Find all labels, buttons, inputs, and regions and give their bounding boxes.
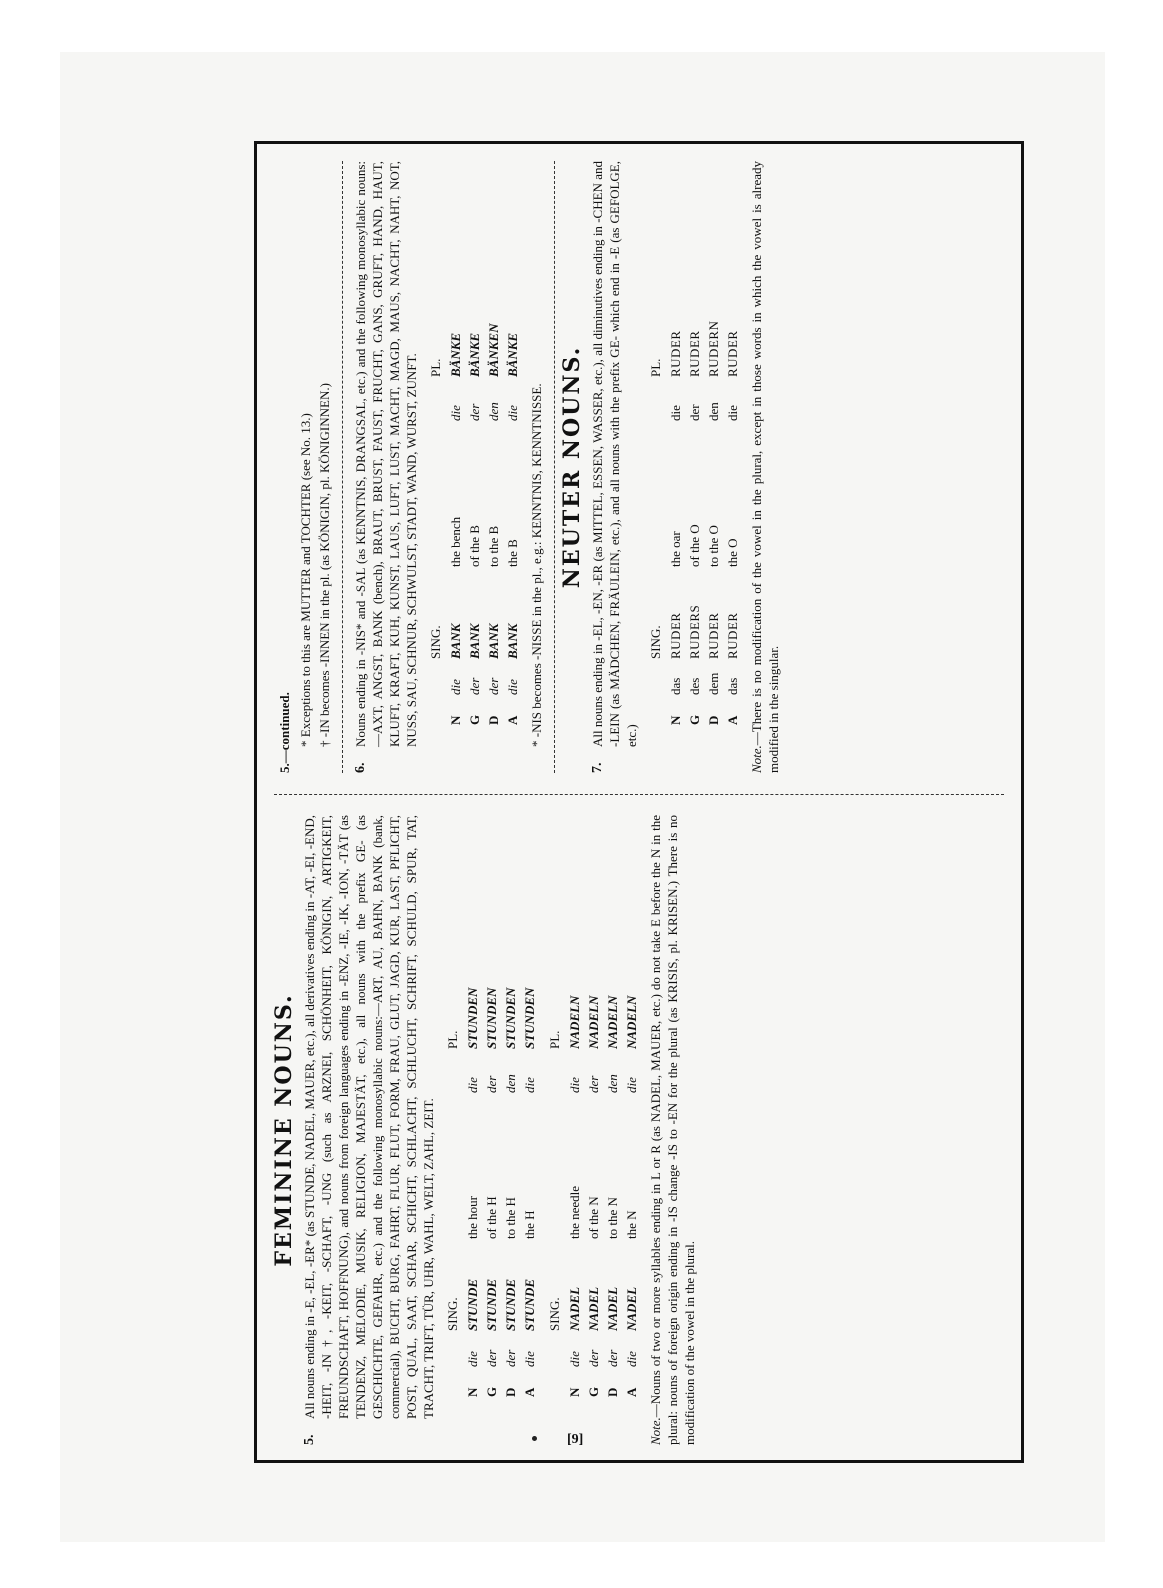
paragraph-7: [589, 161, 640, 773]
pl-header: PL.: [648, 358, 663, 377]
case-label: A: [505, 715, 520, 725]
declension-table-nadel: [545, 990, 641, 1397]
table-row: [463, 982, 482, 1397]
plural-article: die: [505, 405, 520, 421]
plural-article: die: [522, 1077, 537, 1093]
gloss: of the N: [586, 1196, 601, 1239]
plural-noun: STUNDEN: [522, 987, 537, 1049]
plural-article: die: [668, 405, 683, 421]
sing-header: SING.: [428, 625, 443, 659]
table-row: [482, 982, 501, 1397]
sing-header: SING.: [547, 1297, 562, 1331]
noun: NADEL: [567, 1286, 582, 1331]
case-label: D: [503, 1387, 518, 1397]
case-label: D: [605, 1387, 620, 1397]
sing-header: SING.: [648, 625, 663, 659]
column-divider: [274, 794, 1004, 795]
case-label: A: [624, 1387, 639, 1397]
plural-article: die: [465, 1077, 480, 1093]
plural-noun: RUDERN: [706, 320, 721, 377]
article: der: [605, 1349, 620, 1367]
table-row: [446, 318, 465, 725]
noun: RUDERS: [687, 604, 702, 659]
plural-article: die: [725, 405, 740, 421]
plural-noun: NADELN: [624, 995, 639, 1049]
case-label: N: [567, 1387, 582, 1397]
gloss: of the B: [467, 525, 482, 567]
plural-article: der: [687, 404, 702, 421]
sing-header: SING.: [445, 1297, 460, 1331]
article: die: [465, 1351, 480, 1367]
article: der: [467, 677, 482, 695]
case-label: N: [668, 715, 683, 725]
section-rule: [554, 161, 555, 773]
plural-noun: RUDER: [668, 330, 683, 377]
article: der: [503, 1349, 518, 1367]
noun: RUDER: [706, 612, 721, 659]
case-label: G: [586, 1386, 601, 1397]
table-row: [603, 990, 622, 1397]
note-text: —There is no modification of the vowel in the plural, except in those words in which the vowel is already modified in the singular.: [749, 161, 781, 773]
plural-noun: NADELN: [605, 995, 620, 1049]
gloss: the hour: [465, 1196, 480, 1239]
noun: BANK: [467, 623, 482, 659]
gloss: the H: [522, 1210, 537, 1239]
declension-table-stunde: [443, 982, 539, 1397]
article: der: [484, 1349, 499, 1367]
table-row: [666, 315, 685, 725]
article: die: [522, 1351, 537, 1367]
paragraph-text: All nouns ending in -EL, -EN, -ER (as MITTEL, ESSEN, WASSER, etc.), all diminutives ending in -CHEN and -LEIN (as MÄDCHEN, FRÄULEIN, etc.), and all nouns with the prefix GE- which end in -E (as GEFOLGE, etc.): [590, 161, 639, 747]
case-label: A: [725, 715, 740, 725]
plural-article: der: [484, 1075, 499, 1093]
feminine-column: [271, 815, 1006, 1445]
note-lead: Note.: [648, 1417, 663, 1445]
plural-noun: BÄNKE: [467, 332, 482, 377]
gloss: to the B: [486, 525, 501, 567]
gloss: to the O: [706, 525, 721, 567]
noun: NADEL: [605, 1286, 620, 1331]
feminine-note: [647, 815, 698, 1445]
gloss: of the H: [484, 1196, 499, 1239]
gloss: the bench: [448, 516, 463, 567]
page-number: [9]: [567, 1432, 584, 1447]
plural-noun: STUNDEN: [484, 987, 499, 1049]
article: die: [448, 679, 463, 695]
noun: BANK: [486, 623, 501, 659]
plural-noun: NADELN: [586, 995, 601, 1049]
table-row: [685, 315, 704, 725]
declension-table-ruder: [646, 315, 742, 725]
plural-article: die: [624, 1077, 639, 1093]
article: der: [486, 677, 501, 695]
plural-article: die: [567, 1077, 582, 1093]
gloss: to the H: [503, 1197, 518, 1239]
gloss: the N: [624, 1210, 639, 1239]
footnote-in-plural: † -IN becomes -INNEN in the pl. (as KÖNIGIN, pl. KÖNIGINNEN.): [317, 383, 332, 747]
footnote-nis-plural: * -NIS becomes -NISSE in the pl., e.g.: KENNTNIS, KENNTNISSE.: [529, 383, 544, 747]
article: des: [687, 677, 702, 695]
noun: STUNDE: [465, 1278, 480, 1331]
article: die: [624, 1351, 639, 1367]
note-text: —Nouns of two or more syllables ending in L or R (as NADEL, MAUER, etc.) do not take E before the N in the plural: nouns of foreign origin ending in -IS change -IS to -EN for the plural (as KRISIS, pl. KRISEN.) There is no modification of the vowel in the plural.: [648, 815, 697, 1445]
paragraph-5: [301, 815, 437, 1445]
page-dot: [532, 1436, 537, 1441]
plural-article: den: [605, 1074, 620, 1093]
plural-noun: STUNDEN: [465, 987, 480, 1049]
pl-header: PL.: [428, 358, 443, 377]
pl-header: PL.: [445, 1030, 460, 1049]
case-label: G: [687, 714, 702, 725]
rotated-content: [254, 141, 1024, 1463]
table-row: [465, 318, 484, 725]
gloss: the B: [505, 539, 520, 567]
plural-article: der: [586, 1075, 601, 1093]
table-row: [520, 982, 539, 1397]
plural-article: den: [706, 402, 721, 421]
plural-noun: RUDER: [687, 330, 702, 377]
plural-noun: STUNDEN: [503, 987, 518, 1049]
noun: RUDER: [668, 612, 683, 659]
paragraph-number: 6.: [353, 762, 368, 773]
paragraph-6: [352, 161, 420, 773]
table-row: [484, 318, 503, 725]
plural-noun: BÄNKE: [448, 332, 463, 377]
gloss: the O: [725, 538, 740, 567]
plural-noun: RUDER: [725, 330, 740, 377]
table-row: [501, 982, 520, 1397]
noun: BANK: [505, 623, 520, 659]
gloss: of the O: [687, 524, 702, 567]
case-label: A: [522, 1387, 537, 1397]
declension-table-bank: [426, 318, 522, 725]
right-column: [276, 161, 1006, 773]
gloss: the needle: [567, 1185, 582, 1239]
noun: STUNDE: [503, 1278, 518, 1331]
footnote-exceptions: * Exceptions to this are MUTTER and TOCHTER (see No. 13.): [298, 413, 313, 747]
paragraph-text: All nouns ending in -E, -EL, -ER* (as STUNDE, NADEL, MAUER, etc.), all derivatives ending in -AT, -EI, -END, -HEIT, -IN†, -KEIT, -SCHAFT, -UNG (such as ARZNEI, SCHÖNHEIT, KÖNIGIN, ARTIGKEIT, FREUNDSCHAFT, HOFFNUNG), and nouns from foreign languages ending in -ENZ, -IE, -IK, -ION, -TÄT (as TENDENZ, MELODIE, MUSIK, RELIGION, MAJESTÄT, etc.), all nouns with the prefix GE- (as GESCHICHTE, GEFAHR, etc.) and the following monosyllabic nouns:—ART, AU, BAHN, BANK (bank, commercial), BUCHT, BURG, FAHRT, FLUR, FLUT, FORM, FRAU, GLUT, JAGD, KUR, LAST, PFLICHT, POST, QUAL, SAAT, SCHAR, SCHICHT, SCHLACHT, SCHLUCHT, SCHRIFT, SCHULD, SPUR, TAT, TRACHT, TRIFT, TÜR, UHR, WAHL, WELT, ZAHL, ZEIT.: [302, 815, 436, 1419]
paragraph-number: 5.: [302, 1434, 317, 1445]
note-lead: Note.: [749, 745, 764, 773]
continued-heading: 5.—continued.: [277, 692, 292, 773]
table-row: [704, 315, 723, 725]
article: der: [586, 1349, 601, 1367]
pl-header: PL.: [547, 1030, 562, 1049]
noun: NADEL: [624, 1286, 639, 1331]
gloss: to the N: [605, 1197, 620, 1239]
plural-article: die: [448, 405, 463, 421]
article: die: [567, 1351, 582, 1367]
table-row: [622, 990, 641, 1397]
case-label: D: [706, 715, 721, 725]
noun: STUNDE: [522, 1278, 537, 1331]
case-label: G: [484, 1386, 499, 1397]
table-row: [584, 990, 603, 1397]
paragraph-number: 7.: [590, 762, 605, 773]
plural-article: den: [503, 1074, 518, 1093]
table-row: [503, 318, 522, 725]
article: das: [725, 677, 740, 695]
plural-article: den: [486, 402, 501, 421]
case-label: N: [448, 715, 463, 725]
table-row: [565, 990, 584, 1397]
plural-noun: BÄNKEN: [486, 323, 501, 377]
table-row: [723, 315, 742, 725]
plural-article: der: [467, 403, 482, 421]
section-rule: [342, 161, 343, 773]
neuter-title: NEUTER NOUNS.: [559, 345, 585, 589]
case-label: N: [465, 1387, 480, 1397]
article: dem: [706, 672, 721, 695]
feminine-title: FEMININE NOUNS.: [271, 993, 297, 1267]
plural-noun: NADELN: [567, 995, 582, 1049]
noun: NADEL: [586, 1286, 601, 1331]
noun: BANK: [448, 623, 463, 659]
neuter-note: [748, 161, 782, 773]
noun: RUDER: [725, 612, 740, 659]
gloss: the oar: [668, 531, 683, 567]
plural-noun: BÄNKE: [505, 332, 520, 377]
case-label: D: [486, 715, 501, 725]
paragraph-text: Nouns ending in -NIS* and -SAL (as KENNTNIS, DRANGSAL, etc.) and the following monosyllabic nouns:—AXT, ANGST, BANK (bench), BRAUT, BRUST, FAUST, FRUCHT, GANS, GRUFT, HAND, HAUT, KLUFT, KRAFT, KUH, KUNST, LAUS, LUFT, LUST, MACHT, MAGD, MAUS, NACHT, NAHT, NOT, NUSS, SAU, SCHNUR, SCHWULST, STADT, WAND, WURST, ZUNFT.: [353, 161, 419, 747]
article: die: [505, 679, 520, 695]
scanned-page: [60, 52, 1105, 1542]
case-label: G: [467, 714, 482, 725]
article: das: [668, 677, 683, 695]
noun: STUNDE: [484, 1278, 499, 1331]
